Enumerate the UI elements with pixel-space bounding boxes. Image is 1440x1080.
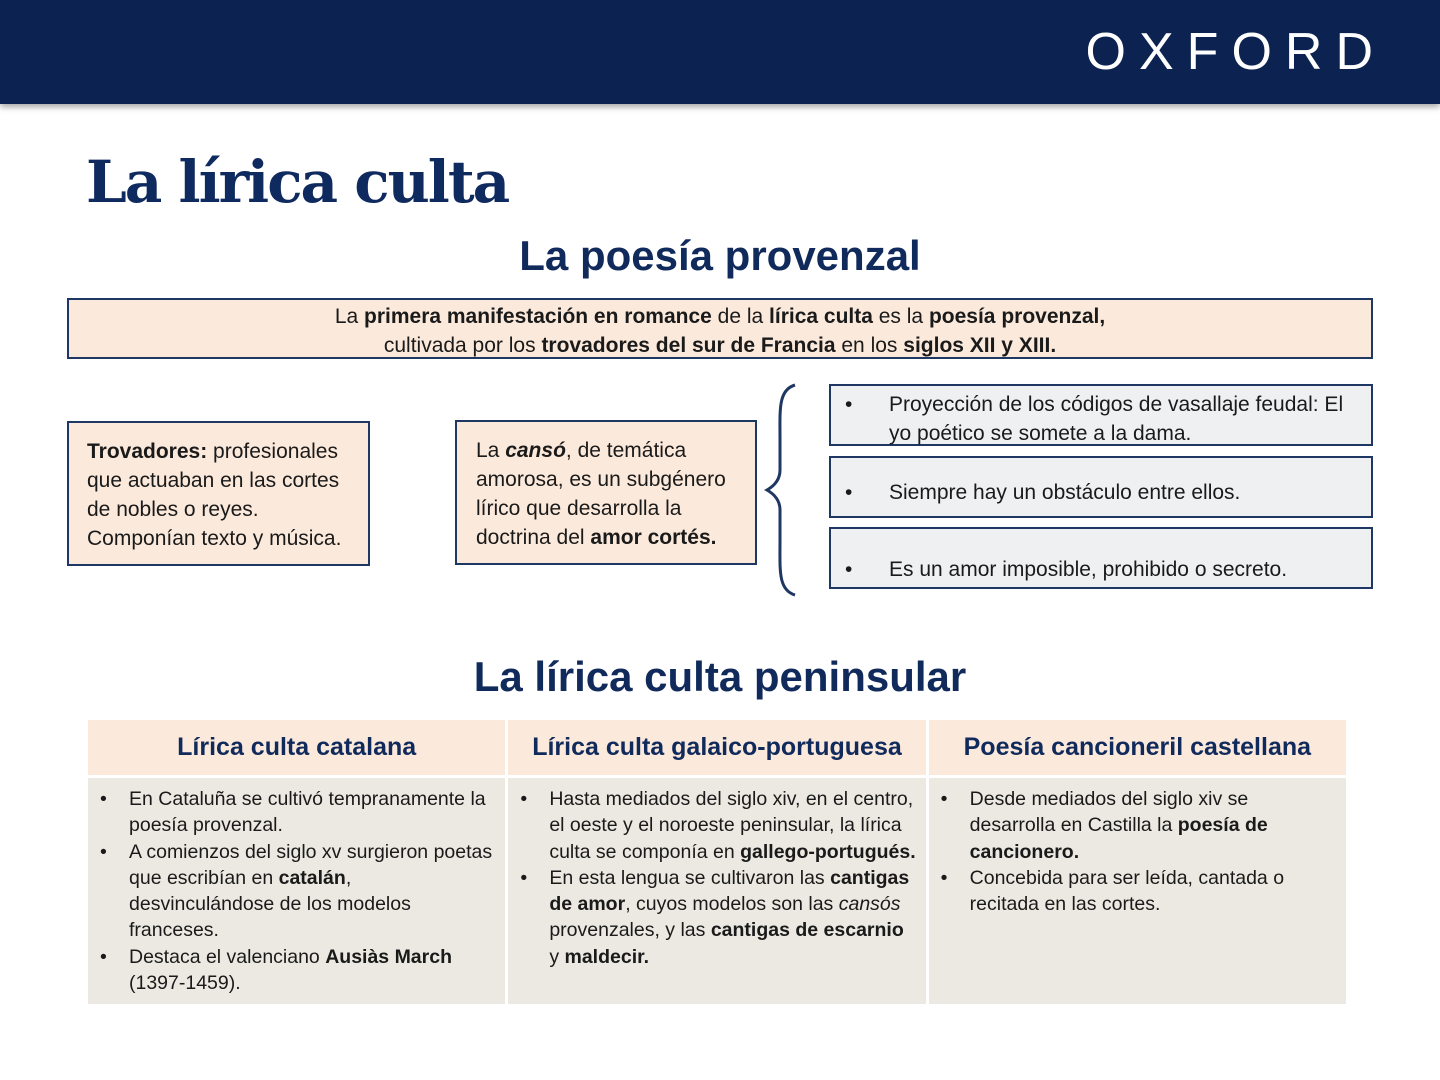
page-title: La lírica culta <box>86 148 509 216</box>
header-bar <box>0 0 1440 104</box>
list-item <box>941 786 1336 865</box>
feature-text: Es un amor imposible, prohibido o secreto. <box>889 558 1288 581</box>
text-segment: A comienzos del siglo xv surgieron poetas que escribían en <box>129 840 493 889</box>
text-segment: trovadores del sur de Francia <box>541 334 836 357</box>
column-cell <box>508 778 925 1004</box>
list-item <box>520 786 915 865</box>
text-segment: La <box>334 305 365 328</box>
text-segment: Trovadores: <box>87 440 208 463</box>
canso-box <box>455 420 757 565</box>
text-segment: En Cataluña se cultivó tempranamente la poesía provenzal. <box>129 788 486 837</box>
text-segment: es la <box>872 305 929 328</box>
text-segment: , cuyos modelos son las <box>625 893 839 916</box>
text-segment: (1397-1459). <box>129 972 241 995</box>
text-segment: poesía de cancionero. <box>969 814 1268 863</box>
column-cell <box>88 778 505 1004</box>
list-item <box>520 865 915 970</box>
text-segment: cansó <box>505 439 566 462</box>
text-segment: siglos XII y XIII. <box>903 334 1057 357</box>
intro-line <box>69 331 1371 360</box>
list-item <box>941 865 1336 918</box>
text-segment: maldecir. <box>564 945 650 968</box>
text-segment: amor cortés. <box>590 526 717 549</box>
trovadores-box <box>67 421 370 566</box>
intro-box <box>67 298 1373 359</box>
column-header: Lírica culta galaico-portuguesa <box>508 720 925 775</box>
text-segment: de la <box>711 305 770 328</box>
peninsular-table <box>85 717 1349 1007</box>
text-segment: gallego-portugués. <box>740 840 916 863</box>
text-segment: Concebida para ser leída, cantada o recitada en las cortes. <box>969 866 1285 916</box>
column-cell <box>929 778 1346 1004</box>
text-segment: cantigas de amor <box>549 866 910 916</box>
feature-box: • Proyección de los códigos de vasallaje feudal: El yo poético se somete a la dama. <box>829 384 1373 446</box>
text-segment: provenzales, y las <box>549 919 711 942</box>
column-header: Lírica culta catalana <box>88 720 505 775</box>
column-header: Poesía cancioneril castellana <box>929 720 1346 775</box>
text-segment: en los <box>835 334 904 357</box>
text-segment: cansós <box>838 893 901 916</box>
section-heading-peninsular: La lírica culta peninsular <box>473 653 967 700</box>
text-segment: profesionales que actuaban en las cortes de nobles o reyes. Componían texto y música. <box>87 440 342 550</box>
list-item <box>100 944 495 997</box>
section-heading-provenzal: La poesía provenzal <box>519 232 921 279</box>
feature-text: Proyección de los códigos de vasallaje feudal: El yo poético se somete a la dama. <box>889 393 1344 445</box>
text-segment: En esta lengua se cultivaron las <box>549 866 831 889</box>
list-item <box>100 839 495 944</box>
text-segment: Desde mediados del siglo xiv se desarrolla en Castilla la <box>969 788 1249 837</box>
feature-box: • Siempre hay un obstáculo entre ellos. <box>829 456 1373 518</box>
feature-text: Siempre hay un obstáculo entre ellos. <box>889 481 1241 504</box>
text-segment: , desvinculándose de los modelos franceses. <box>129 866 411 942</box>
text-segment: y <box>549 945 565 968</box>
intro-line <box>69 302 1371 331</box>
oxford-logo: OXFORD <box>1085 23 1386 81</box>
text-segment: cultivada por los <box>383 334 542 357</box>
list-item <box>100 786 495 839</box>
text-segment: lírica culta <box>769 305 873 328</box>
text-segment: poesía provenzal, <box>928 305 1106 328</box>
text-segment: primera manifestación en romance <box>364 305 712 328</box>
text-segment: , de temática amorosa, es un subgénero lírico que desarrolla la doctrina del <box>476 439 726 549</box>
text-segment: cantigas de escarnio <box>710 919 904 942</box>
text-segment: Ausiàs March <box>325 945 453 968</box>
text-segment: Hasta mediados del siglo xiv, en el centro, el oeste y el noroeste peninsular, la lírica culta se componía en <box>549 788 914 863</box>
curly-brace-icon <box>760 380 800 600</box>
text-segment: catalán <box>278 866 346 889</box>
text-segment: Destaca el valenciano <box>129 945 326 968</box>
feature-box: • Es un amor imposible, prohibido o secreto. <box>829 527 1373 589</box>
text-segment: La <box>476 439 506 462</box>
